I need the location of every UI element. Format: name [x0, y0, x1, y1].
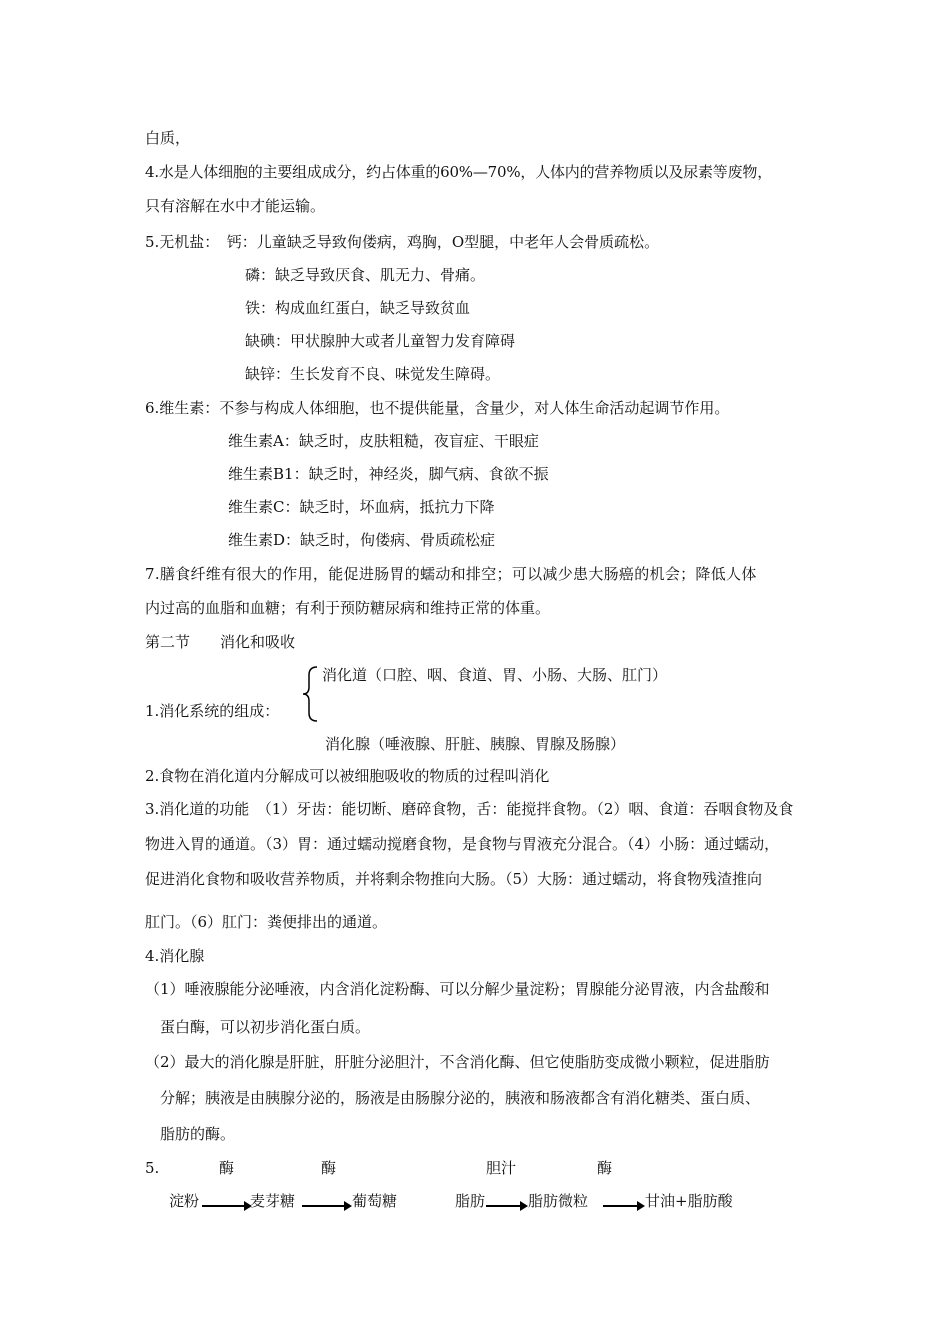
text-line: 7.膳食纤维有很大的作用，能促进肠胃的蠕动和排空；可以减少患大肠癌的机会；降低人体	[145, 565, 757, 583]
curly-brace	[301, 665, 321, 723]
text-line: 分解；胰液是由胰腺分泌的，肠液是由肠腺分泌的，胰液和肠液都含有消化糖类、蛋白质、	[160, 1089, 761, 1107]
arrow-icon	[486, 1205, 526, 1207]
text-line: 磷：缺乏导致厌食、肌无力、骨痛。	[245, 266, 486, 284]
products-label: 甘油+脂肪酸	[645, 1192, 733, 1210]
text-line: 2.食物在消化道内分解成可以被细胞吸收的物质的过程叫消化	[145, 767, 550, 785]
text-line: 5.无机盐： 钙：儿童缺乏导致佝偻病，鸡胸，O型腿，中老年人会骨质疏松。	[145, 233, 660, 251]
text-line: 维生素C：缺乏时，坏血病，抵抗力下降	[228, 498, 495, 516]
text-line: 维生素D：缺乏时，佝偻病、骨质疏松症	[228, 531, 496, 549]
text-line: （1）唾液腺能分泌唾液，内含消化淀粉酶、可以分解少量淀粉；胃腺能分泌胃液，内含盐酸和	[145, 980, 770, 998]
text-line: 缺锌：生长发育不良、味觉发生障碍。	[245, 365, 501, 383]
text-line: （2）最大的消化腺是肝脏，肝脏分泌胆汁，不含消化酶、但它使脂肪变成微小颗粒，促进脂肪	[145, 1053, 770, 1071]
text-line: 消化道（口腔、咽、食道、胃、小肠、大肠、肛门）	[322, 666, 668, 684]
arrow-icon	[603, 1205, 643, 1207]
item-number: 5.	[145, 1159, 160, 1177]
text-line: 物进入胃的通道。（3）胃：通过蠕动搅磨食物，是食物与胃液充分混合。（4）小肠：通过蠕动，	[145, 835, 780, 853]
text-line: 4.消化腺	[145, 947, 205, 965]
text-line: 维生素B1：缺乏时，神经炎，脚气病、食欲不振	[228, 465, 549, 483]
text-line: 只有溶解在水中才能运输。	[145, 197, 326, 215]
arrow-icon	[202, 1205, 250, 1207]
text-line: 内过高的血脂和血糖；有利于预防糖尿病和维持正常的体重。	[145, 599, 551, 617]
text-line: 4.水是人体细胞的主要组成成分，约占体重的60%—70%，人体内的营养物质以及尿素等废物，	[145, 163, 772, 181]
enzyme-label: 酶	[597, 1159, 613, 1177]
text-line: 肛门。（6）肛门：粪便排出的通道。	[145, 913, 388, 931]
text-line: 维生素A：缺乏时，皮肤粗糙，夜盲症、干眼症	[228, 432, 539, 450]
glucose-label: 葡萄糖	[352, 1192, 398, 1210]
bile-label: 胆汁	[486, 1159, 517, 1177]
maltose-label: 麦芽糖	[250, 1192, 296, 1210]
text-line: 蛋白酶，可以初步消化蛋白质。	[160, 1018, 371, 1036]
text-line: 缺碘：甲状腺肿大或者儿童智力发育障碍	[245, 332, 516, 350]
enzyme-label: 酶	[219, 1159, 235, 1177]
text-line: 消化腺（唾液腺、肝脏、胰腺、胃腺及肠腺）	[325, 735, 626, 753]
arrow-icon	[302, 1205, 350, 1207]
text-line: 铁：构成血红蛋白，缺乏导致贫血	[245, 299, 471, 317]
text-line: 3.消化道的功能 （1）牙齿：能切断、磨碎食物，舌：能搅拌食物。（2）咽、食道：吞咽食物及食	[145, 800, 794, 818]
fat-label: 脂肪	[455, 1192, 486, 1210]
starch-label: 淀粉	[169, 1192, 200, 1210]
fat-particles-label: 脂肪微粒	[528, 1192, 589, 1210]
text-line: 1.消化系统的组成：	[145, 702, 280, 720]
text-line: 白质，	[145, 129, 191, 147]
text-line: 脂肪的酶。	[160, 1125, 236, 1143]
text-line: 促进消化食物和吸收营养物质，并将剩余物推向大肠。（5）大肠：通过蠕动，将食物残渣推向	[145, 870, 763, 888]
section-heading: 第二节 消化和吸收	[145, 633, 296, 651]
text-line: 6.维生素：不参与构成人体细胞，也不提供能量，含量少，对人体生命活动起调节作用。	[145, 399, 730, 417]
enzyme-label: 酶	[321, 1159, 337, 1177]
